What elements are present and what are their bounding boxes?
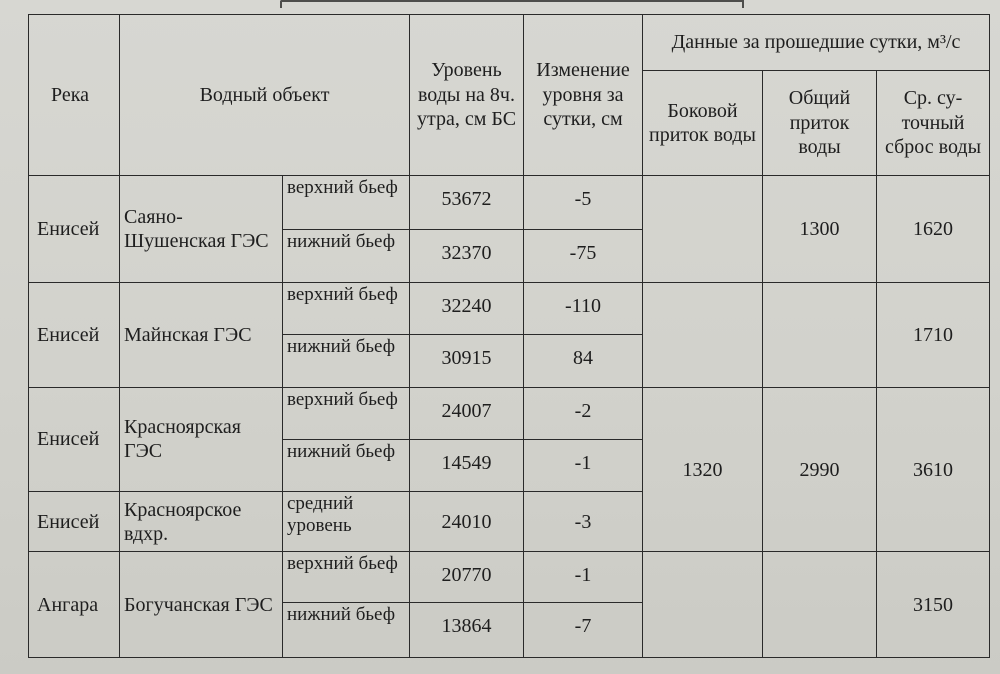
header-object: Водный объект	[120, 15, 410, 176]
change-cell: -2	[524, 387, 643, 439]
level-cell: 13864	[410, 602, 524, 657]
river-cell: Ангара	[29, 552, 120, 658]
level-cell: 32240	[410, 283, 524, 335]
side-inflow-cell: 1320	[643, 387, 763, 552]
avg-discharge-cell: 3610	[877, 387, 990, 552]
table-row	[29, 283, 990, 335]
object-cell: Красноярская ГЭС	[120, 387, 283, 491]
total-inflow-cell	[763, 283, 877, 387]
object-cell: Богучанская ГЭС	[120, 552, 283, 658]
sub-object-cell: нижний бьеф	[283, 602, 410, 657]
avg-discharge-cell: 3150	[877, 552, 990, 658]
sub-object-cell: нижний бьеф	[283, 229, 410, 282]
level-cell: 24007	[410, 387, 524, 439]
change-cell: -3	[524, 492, 643, 552]
level-cell: 30915	[410, 335, 524, 387]
river-cell: Енисей	[29, 387, 120, 491]
change-cell: 84	[524, 335, 643, 387]
river-cell: Енисей	[29, 175, 120, 282]
level-cell: 24010	[410, 492, 524, 552]
header-period: Данные за прошедшие сутки, м³/с	[643, 15, 990, 71]
change-cell: -5	[524, 175, 643, 229]
sub-object-cell: нижний бьеф	[283, 335, 410, 387]
river-cell: Енисей	[29, 492, 120, 552]
header-avg-discharge: Ср. су-точный сброс воды	[877, 71, 990, 175]
side-inflow-cell	[643, 175, 763, 282]
total-inflow-cell	[763, 552, 877, 658]
table-row	[29, 552, 990, 602]
change-cell: -1	[524, 552, 643, 602]
header-row-1	[29, 15, 990, 71]
cut-off-title-edge	[280, 0, 744, 8]
object-cell: Майнская ГЭС	[120, 283, 283, 387]
avg-discharge-cell: 1710	[877, 283, 990, 387]
change-cell: -7	[524, 602, 643, 657]
change-cell: -75	[524, 229, 643, 282]
table-row	[29, 387, 990, 439]
sub-object-cell: верхний бьеф	[283, 387, 410, 439]
sub-object-cell: нижний бьеф	[283, 439, 410, 491]
header-side-inflow: Боковой приток воды	[643, 71, 763, 175]
change-cell: -1	[524, 439, 643, 491]
total-inflow-cell: 1300	[763, 175, 877, 282]
river-cell: Енисей	[29, 283, 120, 387]
water-level-table	[28, 14, 990, 658]
header-change: Изменение уровня за сутки, см	[524, 15, 643, 176]
level-cell: 53672	[410, 175, 524, 229]
side-inflow-cell	[643, 283, 763, 387]
object-cell: Красноярское вдхр.	[120, 492, 283, 552]
header-level: Уровень воды на 8ч. утра, см БС	[410, 15, 524, 176]
change-cell: -110	[524, 283, 643, 335]
sub-object-cell: верхний бьеф	[283, 283, 410, 335]
sub-object-cell: верхний бьеф	[283, 175, 410, 229]
object-cell: Саяно-Шушенская ГЭС	[120, 175, 283, 282]
header-total-inflow: Общий приток воды	[763, 71, 877, 175]
level-cell: 14549	[410, 439, 524, 491]
total-inflow-cell: 2990	[763, 387, 877, 552]
side-inflow-cell	[643, 552, 763, 658]
header-river: Река	[29, 15, 120, 176]
sub-object-cell: средний уровень	[283, 492, 410, 552]
level-cell: 32370	[410, 229, 524, 282]
table-row	[29, 175, 990, 229]
avg-discharge-cell: 1620	[877, 175, 990, 282]
level-cell: 20770	[410, 552, 524, 602]
sub-object-cell: верхний бьеф	[283, 552, 410, 602]
